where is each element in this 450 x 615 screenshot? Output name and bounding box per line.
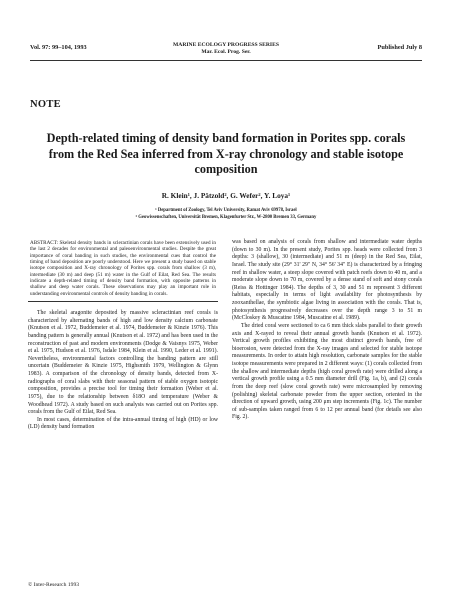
abstract bbox=[28, 239, 218, 302]
journal-title: MARINE ECOLOGY PROGRESS SERIES bbox=[173, 42, 279, 48]
body-paragraph: The skeletal aragonite deposited by massive scleractinian reef corals is characterized by alternating bands of high and low density calcium carbonate (Knutson et al. 1972, Buddemeier et al. 1974, Buddemeier & Kinzie 1976). This banding pattern is generally annual (Knutson et al. 1972) and has been used in the reconstruction of past and modern environments (Dodge & Vaisnys 1975, Weber et al. 1975, Hudson et al. 1976, Isdale 1984, Klein et al. 1990, Leder et al. 1991). Nevertheless, environmental factors controlling the banding pattern are still uncertain (Buddemeier & Kinzie 1975, Highsmith 1979, Wellington & Glynn 1983). A comparison of the chronology of density bands, detected from X-radiographs of coral slabs with their seasonal pattern of stable oxygen isotopic composition, provides a precise tool for timing their formation (Weber et al. 1975), due to the relationship between δ18O and temperature (Weber & Woodhead 1972). A study based on such analysis was carried out on Porites spp. corals from the Gulf of Eilat, Red Sea. bbox=[28, 310, 218, 416]
article-title: Depth-related timing of density band formation in Porites spp. corals from the Red Sea inferred from X-ray chronology and stable isotope composition bbox=[46, 131, 406, 176]
header-rule bbox=[30, 60, 422, 61]
copyright-notice: © Inter-Research 1993 bbox=[28, 582, 80, 588]
running-header bbox=[30, 40, 422, 60]
volume-info: Vol. 97: 99–104, 1993 bbox=[30, 44, 87, 51]
right-column bbox=[232, 239, 422, 422]
body-paragraph: The dried coral were sectioned to ca 6 mm thick slabs parallel to their growth axis and X-rayed to reveal their annual growth bands (Knutson et al. 1972). Vertical growth profiles exhibiting the most distinct growth bands, free of bioerosion, were detected from the X-ray images and selected for stable isotope measurements. In order to attain high resolution, carbonate samples for the stable isotope measurements were prepared in 2 different ways: (1) corals collected from the shallow and intermediate depths (high coral growth rate) were drilled along a vertical growth profile using a 0.5 mm diameter drill (Fig. 1a, b), and (2) corals from the deep reef (slow coral growth rate) were microsampled by removing (polishing) skeletal carbonate powder from the upper section, oriented in the direction of upward growth, using 200 μm step increments (Fig. 1c). The number of sub-samples taken ranged from 6 to 12 per annual band (for details see also Fig. 2). bbox=[232, 322, 422, 421]
abstract-label: ABSTRACT: bbox=[30, 240, 59, 246]
section-label: NOTE bbox=[30, 99, 61, 110]
affiliation-1: ¹ Department of Zoology, Tel Aviv University, Ramat Aviv 69978, Israel bbox=[155, 208, 297, 213]
abstract-text: Skeletal density bands in scleractinian corals have been extensively used in the last 2 decades for environmental and paleoenvironmental studies. Despite the great importance of coral banding in such studies, the environmental cues that control the timing of band deposition are poorly understood. Here we present a study based on stable isotope composition and X-ray chronology of Porites spp. corals from shallow (3 m), intermediate (30 m) and deep (51 m) water in the Gulf of Eilat, Red Sea. The results indicate a depth-related timing of density band formation, with opposite patterns in shallow and deep water corals. These observations may play an important role in understanding environmental controls of density banding in corals. bbox=[30, 240, 216, 297]
left-column bbox=[28, 239, 218, 432]
author-list: R. Klein¹, J. Pätzold², G. Wefer², Y. Loya¹ bbox=[161, 191, 291, 200]
affiliation-2: ² Geowissenschaften, Universität Bremen, Klagenfurter Str., W-2800 Bremen 33, Germany bbox=[135, 215, 317, 220]
journal-abbreviation: Mar. Ecol. Prog. Ser. bbox=[201, 49, 251, 55]
publication-date: Published July 8 bbox=[377, 44, 422, 51]
body-paragraph: was based on analysis of corals from shallow and intermediate water depths (down to 30 m). In the present study, Porites spp. heads were collected from 3 depths: 3 (shallow), 30 (intermediate) and 51 m (deep) in the Red Sea, Eilat, Israel. The study site (29° 31' 29" N, 34° 56' 34" E) is characterized by a fringing reef in shallow water, a steep slope covered with patch reefs down to 40 m, and a moderate slope down to 70 m, covered by a dense stand of soft and stony corals (Reiss & Hottinger 1984). The depths of 3, 30 and 51 m represent 3 different habitats, especially in terms of light availability for photosynthesis by zooxanthellae, the symbiotic algae living in association with the corals. That is, photosynthesis progressively decreases over the depth range 3 to 51 m (McCloskey & Muscatine 1984, Muscatine et al. 1989). bbox=[232, 239, 422, 322]
body-paragraph: In most cases, determination of the intra-annual timing of high (HD) or low (LD) density band formation bbox=[28, 416, 218, 431]
journal-name bbox=[30, 42, 422, 56]
